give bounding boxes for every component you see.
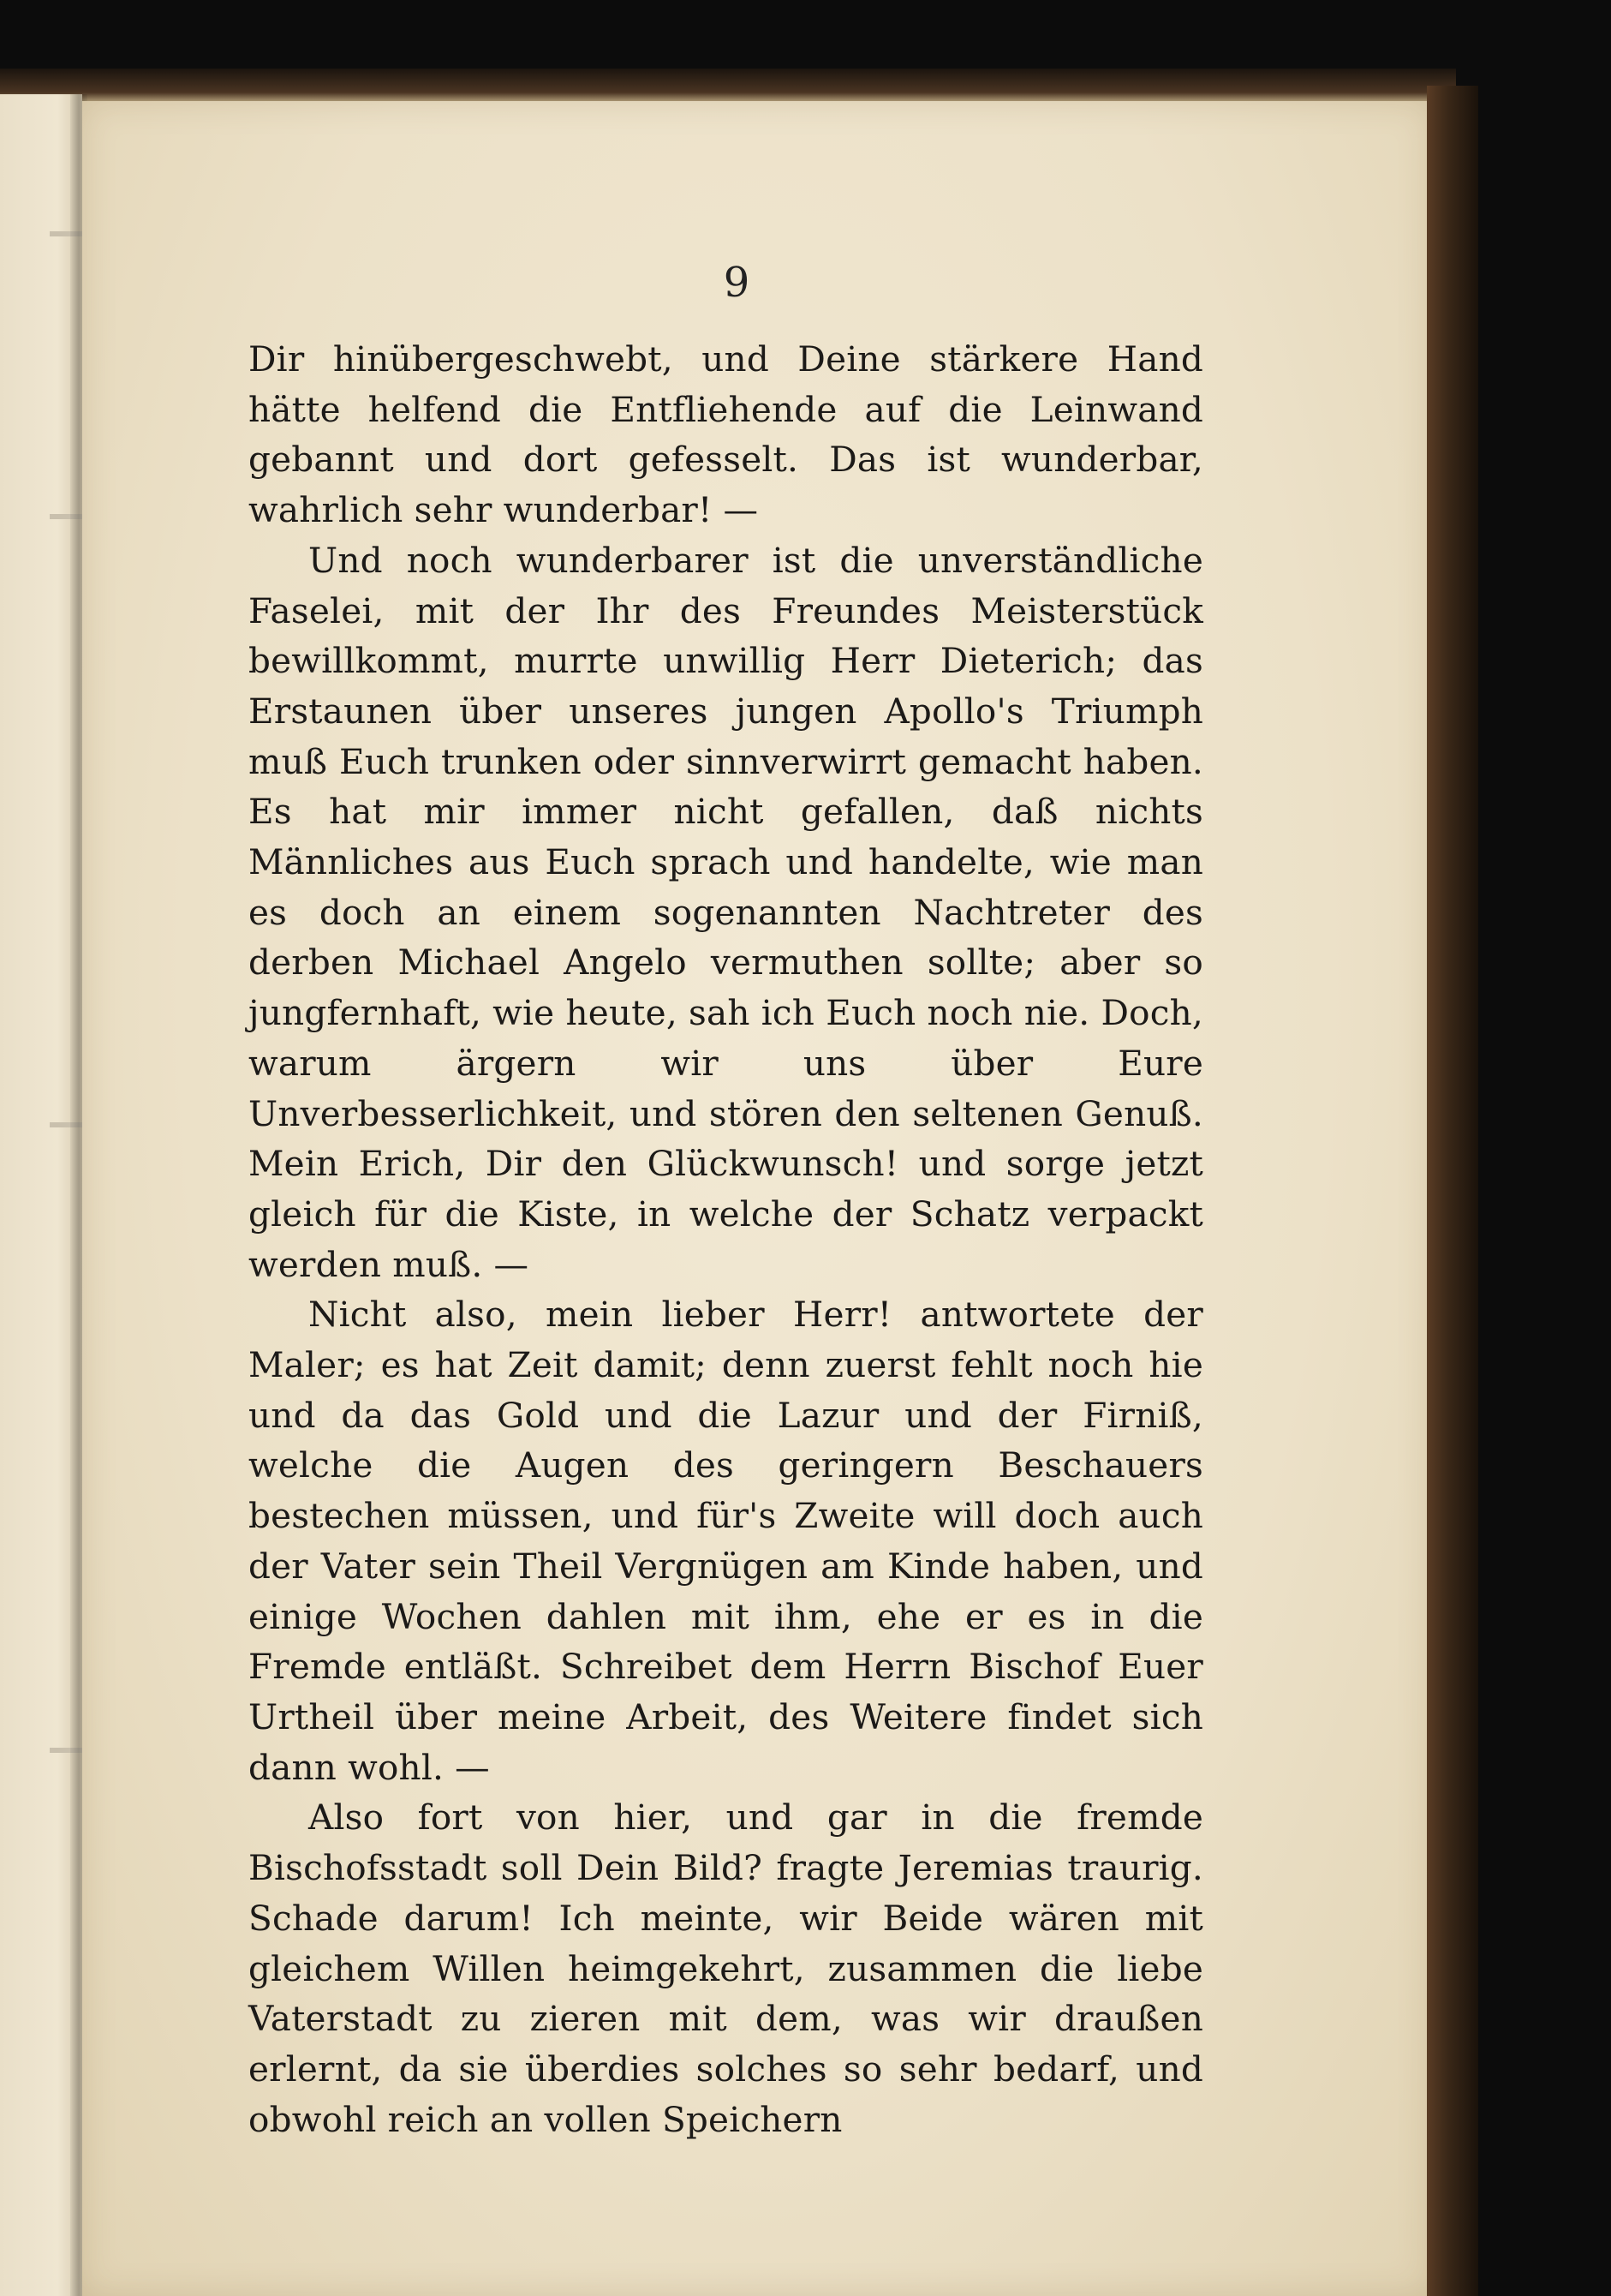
book-cover-top-edge: [0, 69, 1456, 103]
page-number: 9: [723, 259, 750, 307]
paragraph: Und noch wunderbarer ist die unverständliche Faselei, mit der Ihr des Freundes Meisterstück bewillkommt, murrte unwillig Herr Dieterich; das Erstaunen über unseres jungen Apollo's Triumph muß Euch trunken oder sinnverwirrt gemacht haben. Es hat mir immer nicht gefallen, daß nichts Männliches aus Euch sprach und handelte, wie man es doch an einem sogenannten Nachtreter des derben Michael Angelo vermuthen sollte; aber so jungfernhaft, wie heute, sah ich Euch noch nie. Doch, warum ärgern wir uns über Eure Unverbesserlichkeit, und stören den seltenen Genuß. Mein Erich, Dir den Glückwunsch! und sorge jetzt gleich für die Kiste, in welche der Schatz verpackt werden muß. —: [248, 539, 1203, 1285]
book-cover-right-edge: [1427, 86, 1478, 2296]
body-text: [248, 334, 1203, 2144]
paragraph: Dir hinübergeschwebt, und Deine stärkere Hand hätte helfend die Entfliehende auf die Leinwand gebannt und dort gefesselt. Das ist wunderbar, wahrlich sehr wunderbar! —: [248, 338, 1203, 531]
paragraph: Nicht also, mein lieber Herr! antwortete der Maler; es hat Zeit damit; denn zuerst fehlt noch hie und da das Gold und die Lazur und der Firniß, welche die Augen des geringern Beschauers bestechen müssen, und für's Zweite will doch auch der Vater sein Theil Vergnügen am Kinde haben, und einige Wochen dahlen mit ihm, ehe er es in die Fremde entläßt. Schreibet dem Herrn Bischof Euer Urtheil über meine Arbeit, des Weitere findet sich dann wohl. —: [248, 1294, 1203, 1788]
paragraph: Also fort von hier, und gar in die fremde Bischofsstadt soll Dein Bild? fragte Jeremias traurig. Schade darum! Ich meinte, wir Beide wären mit gleichem Willen heimgekehrt, zusammen die liebe Vaterstadt zu zieren mit dem, was wir draußen erlernt, da sie überdies solches so sehr bedarf, und obwohl reich an vollen Speichern: [248, 1797, 1203, 2140]
